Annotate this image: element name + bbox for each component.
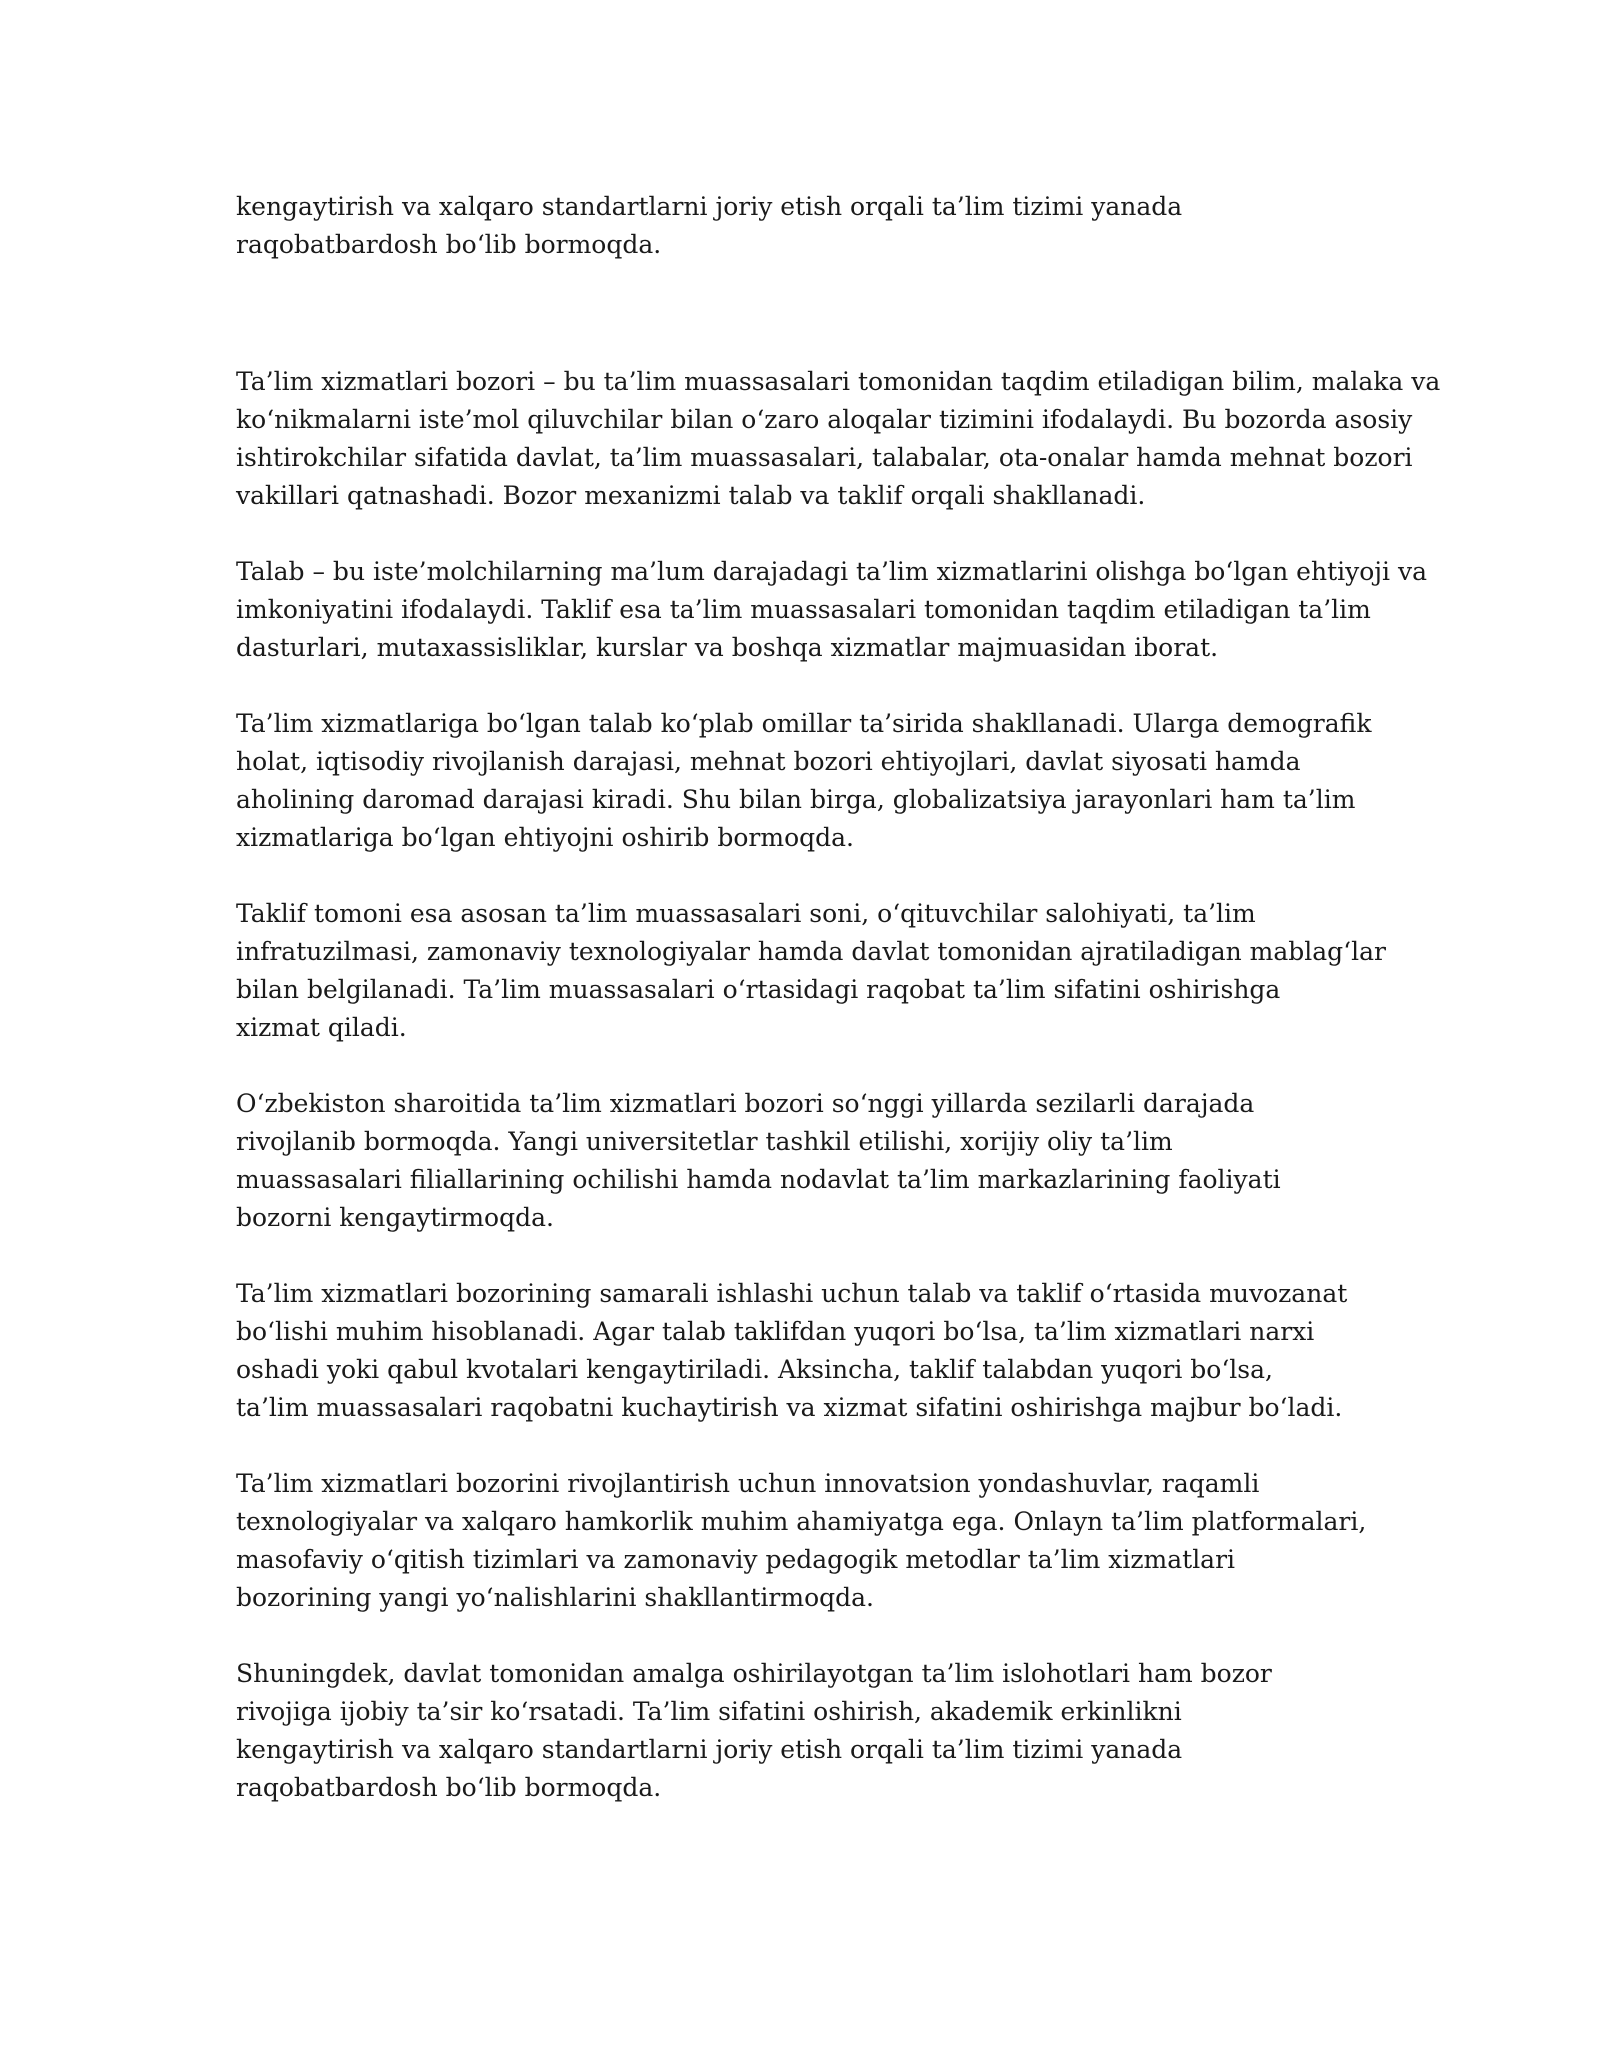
text-line: Ta’lim xizmatlariga bo‘lgan talab ko‘plab omillar ta’sirida shakllanadi. Ularga demografik [236,709,1372,738]
intro-paragraph [236,188,1416,264]
paragraph-6 [236,1275,1416,1427]
text-line: bilan belgilanadi. Ta’lim muassasalari o‘rtasidagi raqobat ta’lim sifatini oshirishga [236,975,1281,1004]
text-line: bozorining yangi yo‘nalishlarini shakllantirmoqda. [236,1583,874,1612]
paragraph-7 [236,1465,1416,1617]
text-line: kengaytirish va xalqaro standartlarni joriy etish orqali ta’lim tizimi yanada [236,192,1183,221]
text-line: xizmatlariga bo‘lgan ehtiyojni oshirib bormoqda. [236,823,854,852]
text-line: xizmat qiladi. [236,1013,407,1042]
text-line: vakillari qatnashadi. Bozor mexanizmi talab va taklif orqali shakllanadi. [236,481,1146,510]
text-line: O‘zbekiston sharoitida ta’lim xizmatlari bozori so‘nggi yillarda sezilarli darajada [236,1089,1255,1118]
text-line: texnologiyalar va xalqaro hamkorlik muhim ahamiyatga ega. Onlayn ta’lim platformalari, [236,1507,1367,1536]
text-line: oshadi yoki qabul kvotalari kengaytiriladi. Aksincha, taklif talabdan yuqori bo‘lsa, [236,1355,1273,1384]
paragraph-1 [236,363,1441,515]
text-line: bo‘lishi muhim hisoblanadi. Agar talab taklifdan yuqori bo‘lsa, ta’lim xizmatlari narxi [236,1317,1315,1346]
text-line: imkoniyatini ifodalaydi. Taklif esa ta’lim muassasalari tomonidan taqdim etiladigan ta’lim [236,595,1371,624]
text-line: holat, iqtisodiy rivojlanish darajasi, mehnat bozori ehtiyojlari, davlat siyosati hamda [236,747,1301,776]
text-line: rivojlanib bormoqda. Yangi universitetlar tashkil etilishi, xorijiy oliy ta’lim [236,1127,1173,1156]
text-line: infratuzilmasi, zamonaviy texnologiyalar hamda davlat tomonidan ajratiladigan mablag‘lar [236,937,1386,966]
text-line: ishtirokchilar sifatida davlat, ta’lim muassasalari, talabalar, ota-onalar hamda mehnat bozori [236,443,1413,472]
text-line: Ta’lim xizmatlari bozori – bu ta’lim muassasalari tomonidan taqdim etiladigan bilim, malaka va [236,367,1441,396]
text-line: dasturlari, mutaxassisliklar, kurslar va boshqa xizmatlar majmuasidan iborat. [236,633,1219,662]
paragraph-4 [236,895,1416,1047]
intro-fragment [236,188,1416,264]
paragraph-8 [236,1655,1416,1807]
text-line: rivojiga ijobiy ta’sir ko‘rsatadi. Ta’lim sifatini oshirish, akademik erkinlikni [236,1697,1182,1726]
text-line: masofaviy o‘qitish tizimlari va zamonaviy pedagogik metodlar ta’lim xizmatlari [236,1545,1236,1574]
text-line: ta’lim muassasalari raqobatni kuchaytirish va xizmat sifatini oshirishga majbur bo‘ladi. [236,1393,1343,1422]
paragraph-2 [236,553,1428,667]
text-line: aholining daromad darajasi kiradi. Shu bilan birga, globalizatsiya jarayonlari ham ta’lim [236,785,1356,814]
paragraph-5 [236,1085,1416,1237]
text-line: Ta’lim xizmatlari bozorini rivojlantirish uchun innovatsion yondashuvlar, raqamli [236,1469,1260,1498]
text-line: raqobatbardosh bo‘lib bormoqda. [236,1773,662,1802]
text-line: kengaytirish va xalqaro standartlarni joriy etish orqali ta’lim tizimi yanada [236,1735,1183,1764]
text-line: muassasalari filiallarining ochilishi hamda nodavlat ta’lim markazlarining faoliyati [236,1165,1281,1194]
text-line: Talab – bu iste’molchilarning ma’lum darajadagi ta’lim xizmatlarini olishga bo‘lgan ehtiyoji va [236,557,1428,586]
text-line: Taklif tomoni esa asosan ta’lim muassasalari soni, o‘qituvchilar salohiyati, ta’lim [236,899,1256,928]
paragraph-3 [236,705,1416,857]
text-line: bozorni kengaytirmoqda. [236,1203,554,1232]
text-line: Ta’lim xizmatlari bozorining samarali ishlashi uchun talab va taklif o‘rtasida muvozanat [236,1279,1348,1308]
text-line: ko‘nikmalarni iste’mol qiluvchilar bilan o‘zaro aloqalar tizimini ifodalaydi. Bu bozorda asosiy [236,405,1413,434]
text-line: raqobatbardosh bo‘lib bormoqda. [236,230,662,259]
document-body [236,363,1441,1807]
text-line: Shuningdek, davlat tomonidan amalga oshirilayotgan ta’lim islohotlari ham bozor [236,1659,1272,1688]
